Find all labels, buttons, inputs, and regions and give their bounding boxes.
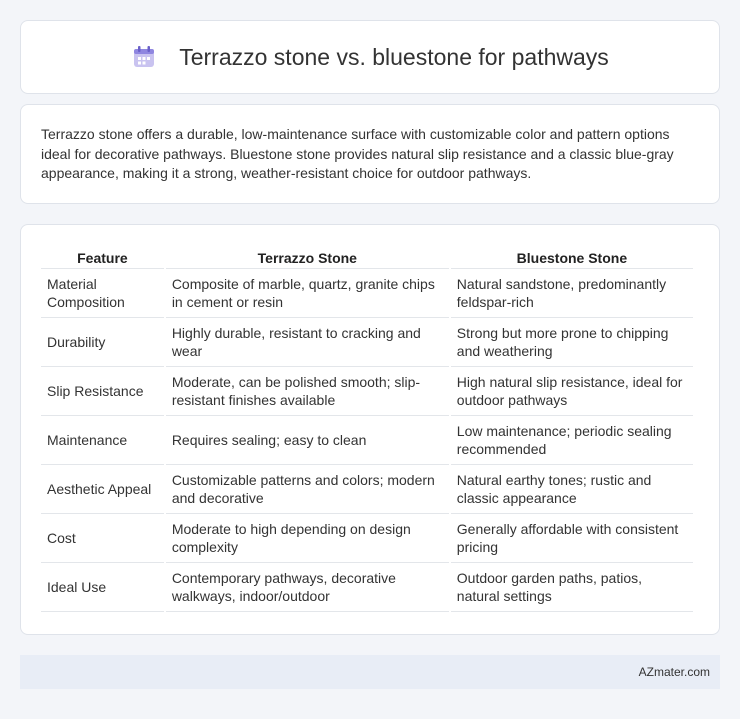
header-terrazzo: Terrazzo Stone <box>166 245 449 269</box>
terrazzo-cell: Moderate, can be polished smooth; slip-resistant finishes available <box>166 367 449 416</box>
feature-cell: Ideal Use <box>41 563 164 612</box>
footer-brand: AZmater.com <box>638 665 710 679</box>
terrazzo-cell: Moderate to high depending on design complexity <box>166 514 449 563</box>
bluestone-cell: Low maintenance; periodic sealing recommended <box>451 416 693 465</box>
table-row <box>41 514 693 563</box>
summary-text: Terrazzo stone offers a durable, low-maintenance surface with customizable color and pattern options ideal for decorative pathways. Bluestone stone provides natural slip resistance and a classic blue-gray appearance, making it a strong, weather-resistant choice for outdoor pathways. <box>41 126 674 181</box>
bluestone-cell: Outdoor garden paths, patios, natural settings <box>451 563 693 612</box>
title-card <box>20 20 720 94</box>
table-header-row <box>41 245 693 269</box>
table-row <box>41 563 693 612</box>
terrazzo-cell: Customizable patterns and colors; modern and decorative <box>166 465 449 514</box>
terrazzo-cell: Requires sealing; easy to clean <box>166 416 449 465</box>
terrazzo-cell: Contemporary pathways, decorative walkways, indoor/outdoor <box>166 563 449 612</box>
comparison-table <box>39 245 695 612</box>
feature-cell: Aesthetic Appeal <box>41 465 164 514</box>
comparison-card <box>20 224 720 635</box>
table-row <box>41 269 693 318</box>
header-bluestone: Bluestone Stone <box>451 245 693 269</box>
bluestone-cell: High natural slip resistance, ideal for outdoor pathways <box>451 367 693 416</box>
terrazzo-cell: Highly durable, resistant to cracking and wear <box>166 318 449 367</box>
bluestone-cell: Strong but more prone to chipping and weathering <box>451 318 693 367</box>
calendar-icon <box>131 44 157 70</box>
bluestone-cell: Natural earthy tones; rustic and classic appearance <box>451 465 693 514</box>
feature-cell: Durability <box>41 318 164 367</box>
feature-cell: Cost <box>41 514 164 563</box>
table-row <box>41 318 693 367</box>
page-title: Terrazzo stone vs. bluestone for pathways <box>179 43 609 70</box>
summary-card <box>20 104 720 204</box>
table-row <box>41 465 693 514</box>
feature-cell: Material Composition <box>41 269 164 318</box>
feature-cell: Maintenance <box>41 416 164 465</box>
table-row <box>41 416 693 465</box>
header-feature: Feature <box>41 245 164 269</box>
footer <box>20 655 720 689</box>
terrazzo-cell: Composite of marble, quartz, granite chips in cement or resin <box>166 269 449 318</box>
bluestone-cell: Natural sandstone, predominantly feldspar-rich <box>451 269 693 318</box>
bluestone-cell: Generally affordable with consistent pricing <box>451 514 693 563</box>
feature-cell: Slip Resistance <box>41 367 164 416</box>
table-row <box>41 367 693 416</box>
